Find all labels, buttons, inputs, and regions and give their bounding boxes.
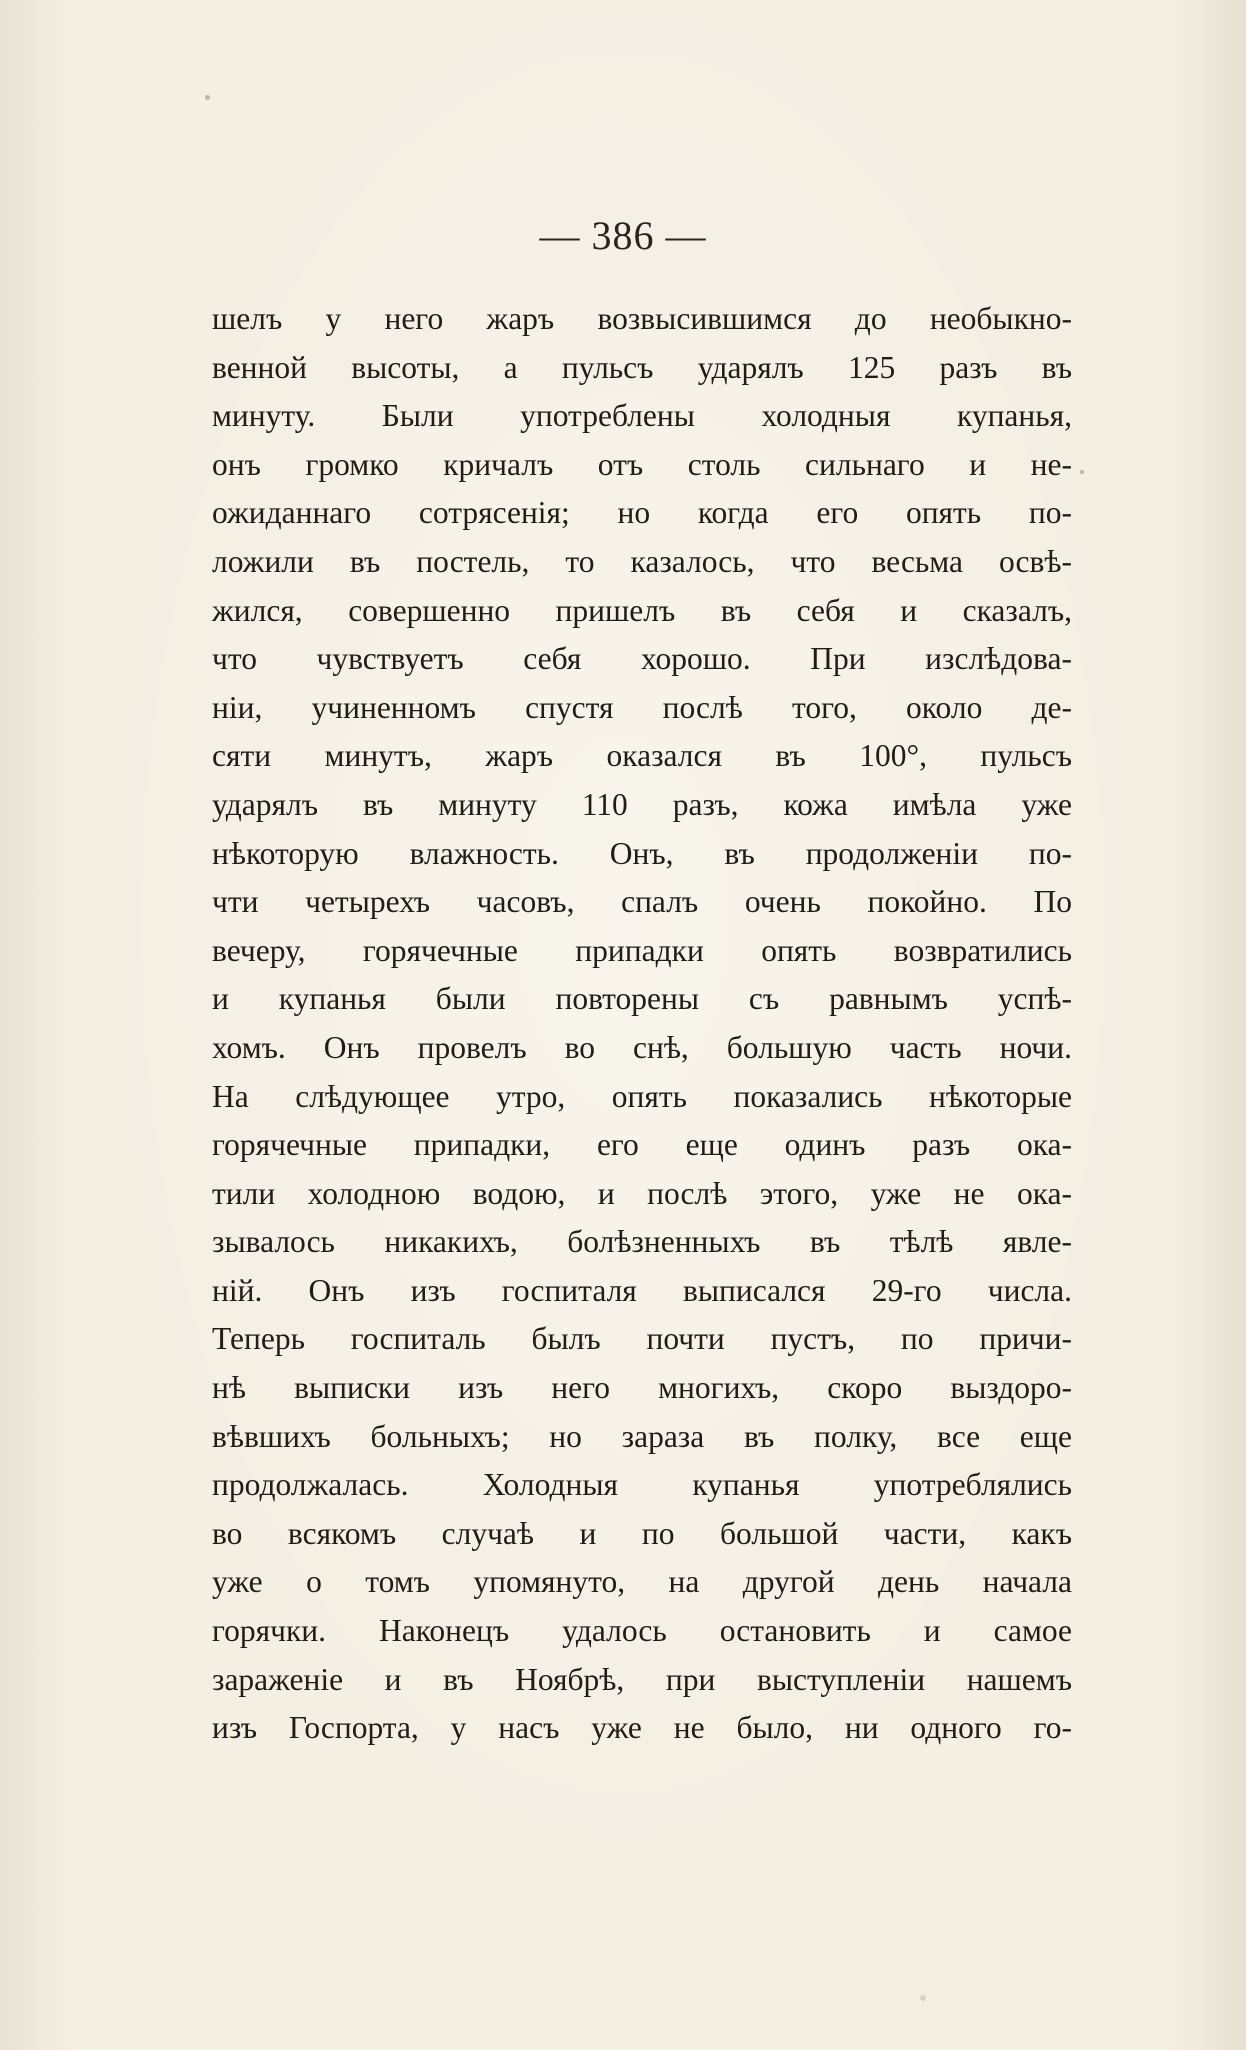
text-line: зывалось никакихъ, болѣзненныхъ въ тѣлѣ явле- bbox=[212, 1224, 1072, 1260]
text-line: ній. Онъ изъ госпиталя выписался 29-го числа. bbox=[212, 1272, 1072, 1308]
text-line: чти четырехъ часовъ, спалъ очень покойно. По bbox=[212, 884, 1072, 920]
text-line: тили холодною водою, и послѣ этого, уже не ока- bbox=[212, 1175, 1072, 1211]
text-line: нѣ выписки изъ него многихъ, скоро выздоро- bbox=[212, 1370, 1072, 1406]
text-line: зараженіе и въ Ноябрѣ, при выступленіи нашемъ bbox=[212, 1661, 1072, 1697]
text-line: нѣкоторую влажность. Онъ, въ продолженіи по- bbox=[212, 835, 1072, 871]
text-line: вѣвшихъ больныхъ; но зараза въ полку, все еще bbox=[212, 1418, 1072, 1454]
text-line: и купанья были повторены съ равнымъ успѣ- bbox=[212, 981, 1072, 1017]
paper-speck bbox=[1080, 470, 1084, 474]
text-line: уже о томъ упомянуто, на другой день начала bbox=[212, 1564, 1072, 1600]
text-line: вечеру, горячечные припадки опять возвратились bbox=[212, 932, 1072, 968]
text-line: венной высоты, а пульсъ ударялъ 125 разъ въ bbox=[212, 349, 1072, 385]
page-number: — 386 — bbox=[539, 213, 707, 258]
text-line: горячечные припадки, его еще одинъ разъ ока- bbox=[212, 1127, 1072, 1163]
paper-speck bbox=[920, 1995, 926, 2001]
text-line: продолжалась. Холодныя купанья употреблялись bbox=[212, 1467, 1072, 1503]
text-line: ударялъ въ минуту 110 разъ, кожа имѣла уже bbox=[212, 786, 1072, 822]
text-line: сяти минутъ, жаръ оказался въ 100°, пульсъ bbox=[212, 738, 1072, 774]
text-line: что чувствуетъ себя хорошо. При изслѣдова- bbox=[212, 641, 1072, 677]
text-line: горячки. Наконецъ удалось остановить и самое bbox=[212, 1613, 1072, 1649]
text-line: жился, совершенно пришелъ въ себя и сказалъ, bbox=[212, 592, 1072, 628]
text-line: ожиданнаго сотрясенія; но когда его опять по- bbox=[212, 495, 1072, 531]
body-text bbox=[212, 295, 1072, 1753]
text-line: ніи, учиненномъ спустя послѣ того, около де- bbox=[212, 689, 1072, 725]
text-line: ложили въ постель, то казалось, что весьма освѣ- bbox=[212, 543, 1072, 579]
text-line: Теперь госпиталь былъ почти пустъ, по причи- bbox=[212, 1321, 1072, 1357]
paper-speck bbox=[205, 95, 210, 100]
text-line: шелъ у него жаръ возвысившимся до необыкно- bbox=[212, 301, 1072, 336]
text-line: онъ громко кричалъ отъ столь сильнаго и не- bbox=[212, 446, 1072, 482]
text-line: во всякомъ случаѣ и по большой части, какъ bbox=[212, 1515, 1072, 1551]
text-line: хомъ. Онъ провелъ во снѣ, большую часть ночи. bbox=[212, 1029, 1072, 1065]
text-line: изъ Госпорта, у насъ уже не было, ни одного го- bbox=[212, 1710, 1072, 1746]
text-line: На слѣдующее утро, опять показались нѣкоторые bbox=[212, 1078, 1072, 1114]
text-line: минуту. Были употреблены холодныя купанья, bbox=[212, 398, 1072, 434]
